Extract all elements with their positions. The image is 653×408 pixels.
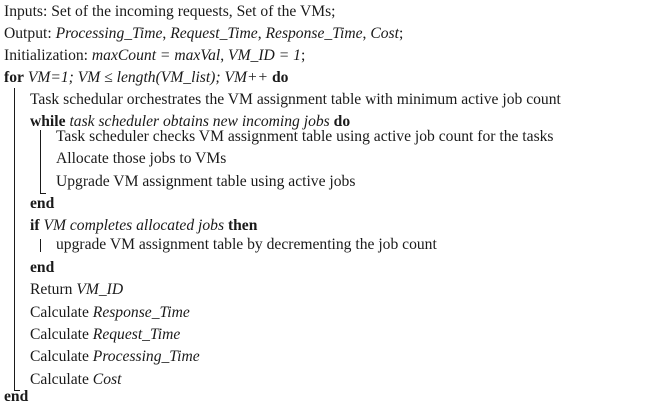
for-condition: VM=1; VM ≤ length(VM_list); VM++: [27, 69, 269, 86]
while-body-line-1: [56, 126, 554, 148]
output-item-response-time: Response_Time: [265, 25, 363, 42]
output-item-request-time: Request_Time: [170, 25, 258, 42]
calc-line-processing-time: [30, 346, 200, 368]
return-value: VM_ID: [76, 281, 124, 298]
for-keyword: for: [4, 69, 24, 86]
inputs-label: Inputs:: [4, 3, 48, 20]
for-end-keyword: end: [4, 388, 29, 405]
initialization-expr-maxcount: maxCount = maxVal: [91, 47, 221, 64]
for-line: [4, 67, 288, 89]
while-end-keyword: end: [30, 195, 55, 212]
while-body-line-3: [56, 171, 355, 193]
while-body-text-2: Allocate those jobs to VMs: [56, 150, 227, 167]
output-sep: ,: [362, 25, 371, 42]
calc-value: Cost: [92, 371, 122, 388]
output-sep: ,: [257, 25, 266, 42]
while-body-text-1: Task scheduler checks VM assignment table using active job count for the tasks: [56, 128, 554, 145]
while-body-text-3: Upgrade VM assignment table using active jobs: [56, 173, 356, 190]
calc-line-response-time: [30, 302, 190, 324]
while-keyword: while: [30, 113, 66, 130]
if-body-text: upgrade VM assignment table by decrementing the job count: [56, 236, 437, 253]
inputs-line: [4, 1, 336, 23]
output-label: Output:: [4, 25, 52, 42]
initialization-sep: ,: [220, 47, 229, 64]
while-condition: task scheduler obtains new incoming jobs: [69, 113, 330, 130]
calc-line-request-time: [30, 324, 180, 346]
if-condition: VM completes allocated jobs: [43, 217, 225, 234]
calc-value: Processing_Time: [92, 348, 200, 365]
calc-word: Calculate: [30, 348, 89, 365]
calc-line-cost: [30, 369, 121, 391]
return-word: Return: [30, 281, 73, 298]
inputs-text: Set of the incoming requests, Set of the VMs;: [47, 3, 336, 20]
orchestrate-text: Task schedular orchestrates the VM assignment table with minimum active job count: [30, 91, 561, 108]
for-body-bar: [14, 88, 15, 391]
if-body-bar: [40, 239, 41, 252]
initialization-label: Initialization:: [4, 47, 89, 64]
calc-value: Response_Time: [92, 304, 190, 321]
for-do-keyword: do: [271, 69, 289, 86]
orchestrate-line: [30, 89, 561, 111]
while-do-keyword: do: [333, 113, 351, 130]
calc-word: Calculate: [30, 326, 89, 343]
if-end-keyword: end: [30, 259, 55, 276]
while-body-bar: [40, 130, 41, 194]
output-item-cost: Cost: [370, 25, 399, 42]
initialization-expr-vmid: VM_ID = 1: [228, 47, 301, 64]
output-item-processing-time: Processing_Time: [55, 25, 163, 42]
initialization-line: [4, 45, 305, 67]
return-line: [30, 279, 123, 301]
if-end-line: [30, 257, 54, 279]
output-line: [4, 23, 403, 45]
calc-word: Calculate: [30, 371, 89, 388]
if-keyword: if: [30, 217, 40, 234]
if-body-line: [56, 234, 437, 256]
output-sep: ,: [162, 25, 171, 42]
calc-word: Calculate: [30, 304, 89, 321]
output-end: ;: [398, 25, 404, 42]
while-end-line: [30, 193, 54, 215]
for-end-line: [4, 386, 28, 408]
while-body-line-2: [56, 148, 226, 170]
if-then-keyword: then: [227, 217, 258, 234]
calc-value: Request_Time: [92, 326, 181, 343]
initialization-end: ;: [300, 47, 306, 64]
